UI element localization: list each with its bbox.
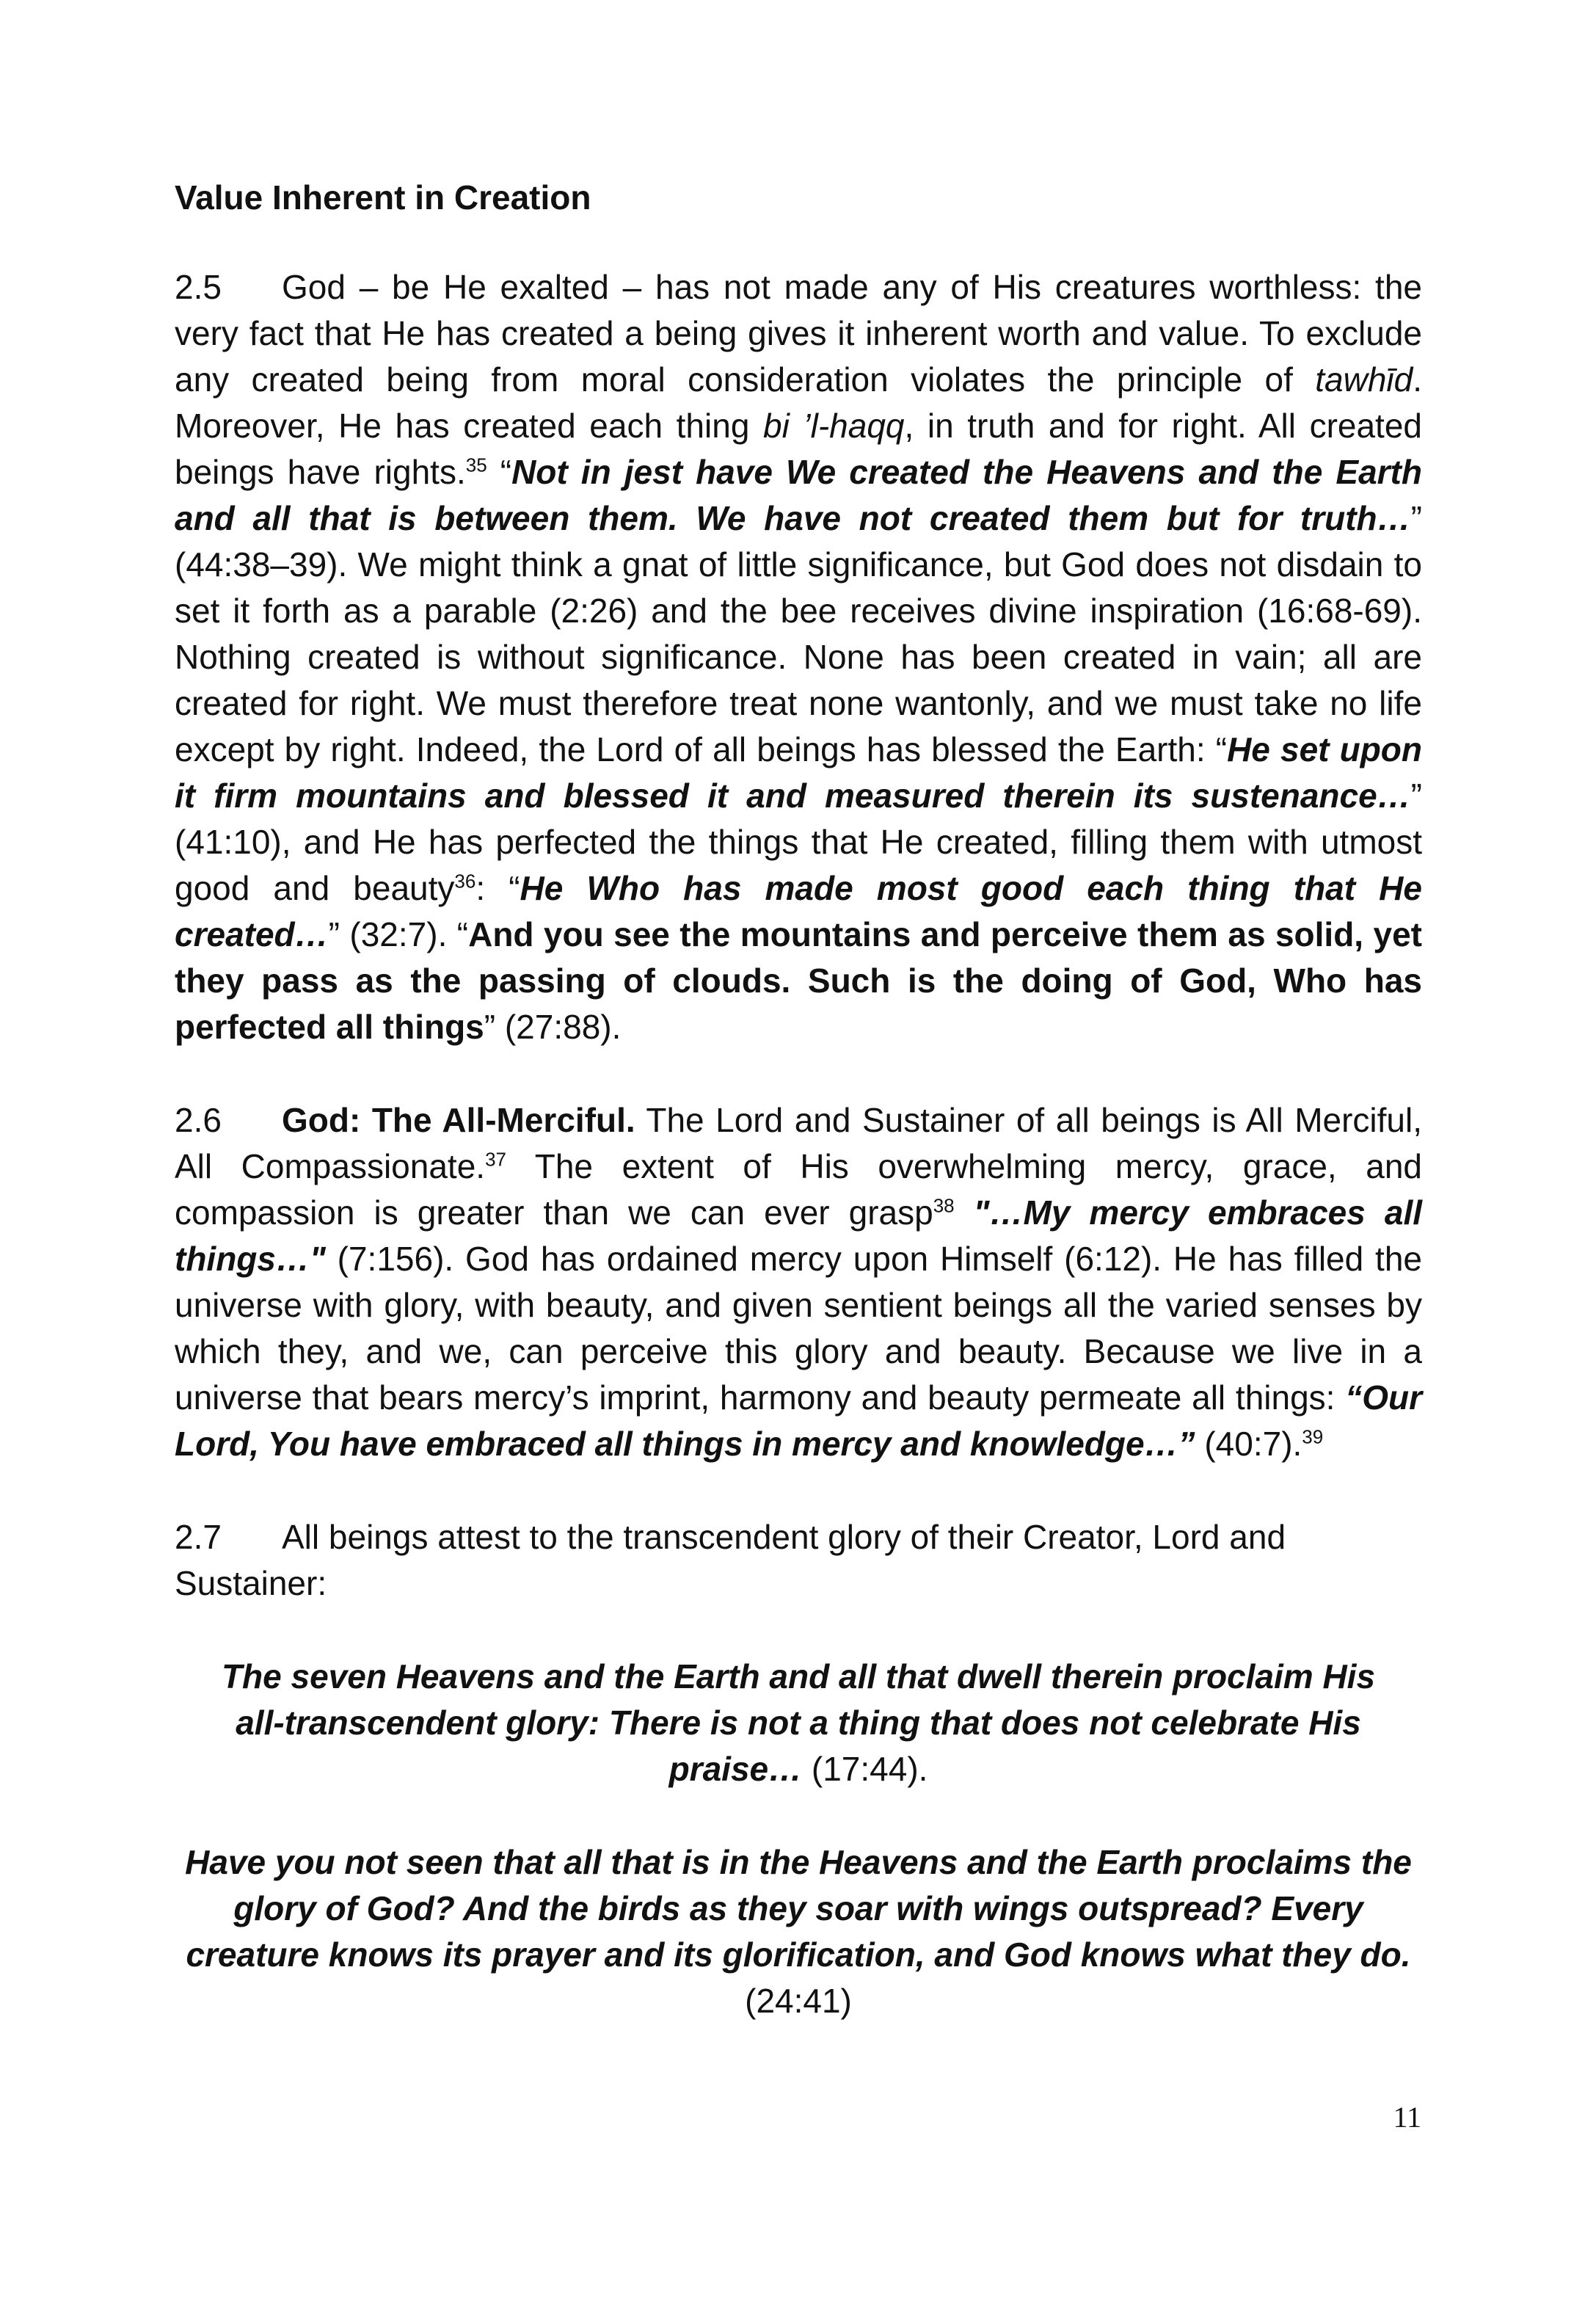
block-quote-24-41 bbox=[167, 1839, 1429, 2024]
paragraph-text: , in truth and for right. All created beings have rights. bbox=[175, 407, 1422, 491]
page-number: 11 bbox=[1393, 2101, 1421, 2134]
paragraph-text: The extent of His overwhelming mercy, grace, and compassion is greater than we can ever grasp bbox=[175, 1147, 1423, 1232]
quote-reference: ” (44:38–39). bbox=[175, 499, 1422, 584]
paragraph-2-6 bbox=[175, 1097, 1422, 1467]
quran-quote: He set upon it firm mountains and blessed it and measured therein its sustenance… bbox=[175, 730, 1422, 815]
quran-quote: Not in jest have We created the Heavens and the Earth and all that is between them. We have not created them but for truth… bbox=[175, 453, 1422, 537]
quote-reference: (24:41) bbox=[745, 1982, 852, 2020]
paragraph-text: God – be He exalted – has not made any of His creatures worthless: the very fact that He has created a being gives it inherent worth and value. To exclude any created being from moral consideration violates the principle of bbox=[175, 268, 1422, 399]
paragraph-text: (7:156). God has ordained mercy upon Himself (6:12). He has filled the universe with glory, with beauty, and given sentient beings all the varied senses by which they, and we, can perceive this glory and beauty. Because we live in a universe that bears mercy’s imprint, harmony and beauty permeate all things: bbox=[175, 1240, 1422, 1417]
paragraph-number: 2.7 bbox=[175, 1518, 222, 1556]
footnote-ref-39[interactable]: 39 bbox=[1302, 1425, 1324, 1448]
term-tawhid: tawhīd bbox=[1315, 360, 1413, 399]
block-quote-text: The seven Heavens and the Earth and all that dwell therein proclaim His all-transcendent glory: There is not a thing that does not celebrate His praise… bbox=[221, 1657, 1376, 1788]
paragraph-text: The Lord and Sustainer of all beings is All Merciful, All Compassionate. bbox=[175, 1101, 1422, 1185]
paragraph-text: All beings attest to the transcendent glory of their Creator, Lord and Sustainer: bbox=[175, 1518, 1286, 1602]
quote-reference: ” (41:10), and He has perfected the things that He created, filling them with utmost good and beauty bbox=[175, 777, 1422, 907]
paragraph-text: . Moreover, He has created each thing bbox=[175, 360, 1422, 445]
quote-reference: (17:44). bbox=[802, 1750, 928, 1788]
page-content bbox=[175, 175, 1422, 2071]
section-heading: Value Inherent in Creation bbox=[175, 178, 591, 217]
quran-quote: He Who has made most good each thing that He created… bbox=[175, 869, 1422, 953]
paragraph-text: : “ bbox=[475, 869, 520, 907]
quote-open: “ bbox=[487, 453, 512, 491]
quote-reference: ” (27:88). bbox=[484, 1008, 622, 1046]
paragraph-number: 2.5 bbox=[175, 268, 222, 306]
quran-quote: And you see the mountains and perceive them as solid, yet they pass as the passing of clouds. Such is the doing of God, Who has perfected all things bbox=[175, 915, 1422, 1046]
footnote-ref-36[interactable]: 36 bbox=[454, 870, 476, 893]
paragraph-text: We might think a gnat of little significance, but God does not disdain to set it forth as a parable (2:26) and the bee receives divine inspiration (16:68-69). Nothing created is without significance. None has been created in vain; all are created for right. We must therefore treat none wantonly, and we must take no life except by right. Indeed, the Lord of all beings has blessed the Earth: “ bbox=[175, 545, 1422, 768]
paragraph-2-5 bbox=[175, 264, 1422, 1050]
term-bil-haqq: bi ’l-haqq bbox=[763, 407, 905, 445]
footnote-ref-37[interactable]: 37 bbox=[485, 1148, 507, 1171]
quote-reference: (40:7). bbox=[1195, 1425, 1302, 1463]
paragraph-2-7 bbox=[175, 1514, 1422, 1607]
block-quote-text: Have you not seen that all that is in the Heavens and the Earth proclaims the glory of God? And the birds as they soar with wings outspread? Every creature knows its prayer and its glorification, and God knows what they do. bbox=[185, 1843, 1412, 1974]
quran-quote: “Our Lord, You have embraced all things in mercy and knowledge…” bbox=[175, 1378, 1422, 1463]
quran-quote: "…My mercy embraces all things…" bbox=[175, 1193, 1423, 1278]
quote-reference: ” (32:7). “ bbox=[328, 915, 469, 953]
footnote-ref-38[interactable]: 38 bbox=[933, 1194, 955, 1217]
block-quote-17-44 bbox=[211, 1654, 1385, 1792]
footnote-ref-35[interactable]: 35 bbox=[465, 454, 487, 476]
paragraph-title: God: The All-Merciful. bbox=[282, 1101, 635, 1139]
paragraph-number: 2.6 bbox=[175, 1101, 222, 1139]
